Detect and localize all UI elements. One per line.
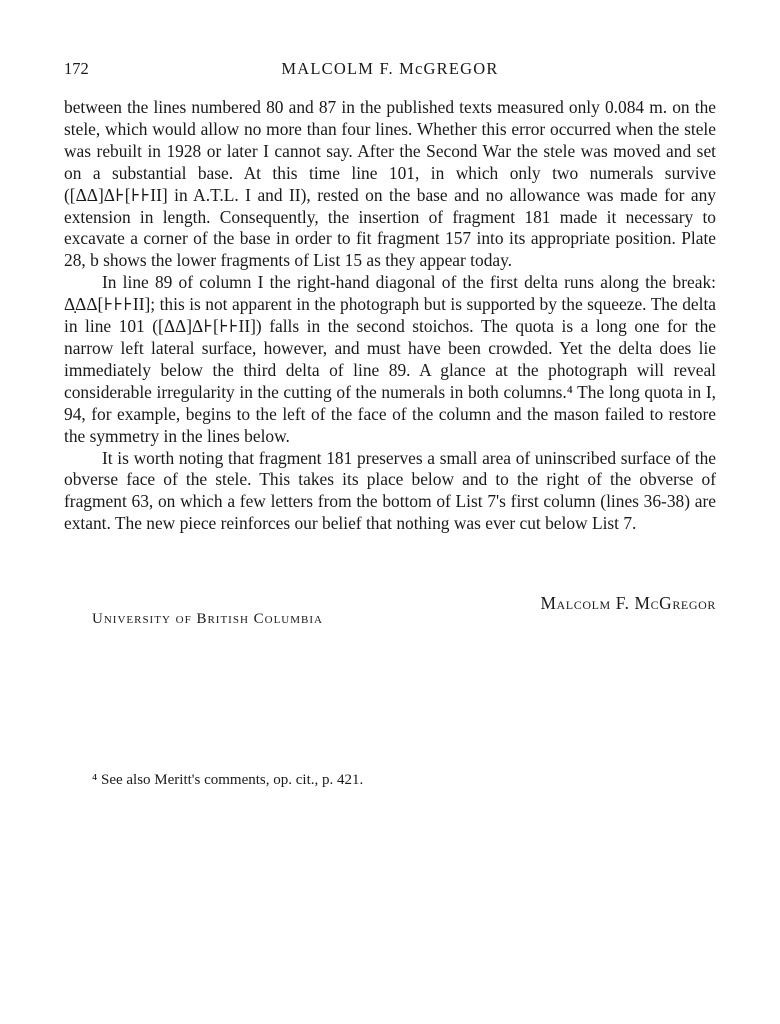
author-signature: Malcolm F. McGregor [540,593,716,613]
body-text [64,97,716,535]
author-affiliation: University of British Columbia [92,611,323,627]
footnote: ⁴ See also Meritt's comments, op. cit., p. 421. [92,772,364,788]
running-head: MALCOLM F. McGREGOR [281,59,499,78]
paragraph-2: In line 89 of column I the right-hand diagonal of the first delta runs along the break: Δ̣ΔΔ[⊦⊦⊦ΙΙ]; this is not apparent in the photograph but is supported by the squeeze. The delta in line 101 ([ΔΔ]Δ⊦[⊦⊦ΙΙ]) falls in the second stoichos. The quota is a long one for the narrow left lateral surface, however, and must have been crowded. Yet the delta does lie immediately below the third delta of line 89. A glance at the photograph will reveal considerable irregularity in the cutting of the numerals in both columns.⁴ The long quota in I, 94, for example, begins to the left of the face of the column and the mason failed to restore the symmetry in the lines below. [64,272,716,446]
page-number: 172 [64,59,89,78]
paragraph-3: It is worth noting that fragment 181 preserves a small area of uninscribed surface of the obverse face of the stele. This takes its place below and to the right of the obverse of fragment 63, on which a few letters from the bottom of List 7's first column (lines 36-38) are extant. The new piece reinforces our belief that nothing was ever cut below List 7. [64,447,716,534]
page-header [64,59,716,83]
paragraph-1: between the lines numbered 80 and 87 in the published texts measured only 0.084 m. on the stele, which would allow no more than four lines. Whether this error occurred when the stele was rebuilt in 1928 or later I cannot say. After the Second War the stele was moved and set on a substantial base. At this time line 101, in which only two numerals survive ([ΔΔ]Δ⊦[⊦⊦ΙΙ] in A.T.L. I and II), rested on the base and no allowance was made for any extension in length. Consequently, the insertion of fragment 181 made it necessary to excavate a corner of the base in order to fit fragment 157 into its appropriate position. Plate 28, b shows the lower fragments of List 15 as they appear today. [64,97,716,271]
